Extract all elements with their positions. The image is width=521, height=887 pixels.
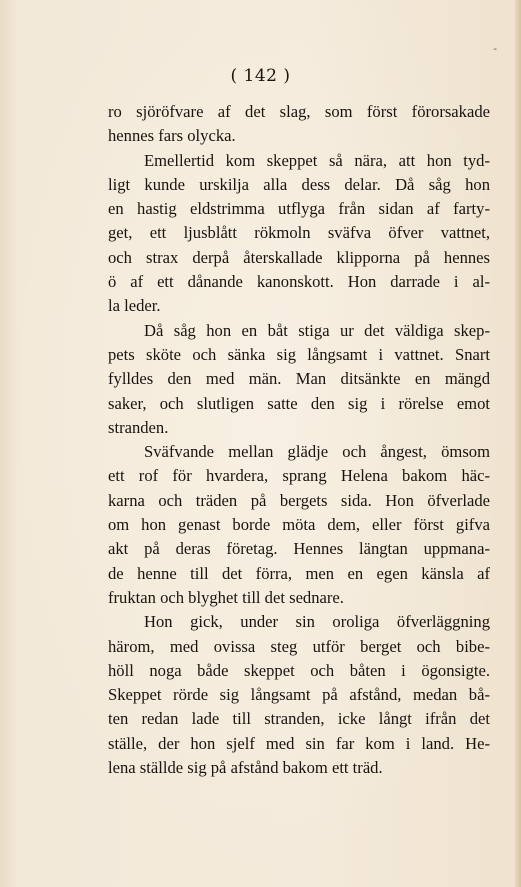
text-line: akt på deras företag. Hennes längtan uppmana- [108, 539, 490, 559]
body-text [108, 100, 490, 780]
text-line: fruktan och blyghet till det sednare. [108, 587, 344, 607]
text-line: saker, och slutligen satte den sig i rörelse emot [108, 393, 490, 413]
text-line: Hon gick, under sin oroliga öfverläggning [144, 612, 490, 632]
text-line: om hon genast borde möta dem, eller först gifva [108, 515, 490, 535]
text-line: Då såg hon en båt stiga ur det väldiga skep- [144, 320, 490, 340]
text-line: get, ett ljusblått rökmoln sväfva öfver vattnet, [108, 223, 490, 243]
text-line: ro sjöröfvare af det slag, som först förorsakade [108, 102, 490, 121]
text-line: Sväfvande mellan glädje och ångest, ömsom [144, 442, 490, 462]
text-line: pets sköte och sänka sig långsamt i vattnet. Snart [108, 344, 490, 364]
text-line: karna och träden på bergets sida. Hon öfverlade [108, 490, 490, 510]
text-line: Skeppet rörde sig långsamt på afstånd, medan bå- [108, 685, 490, 705]
text-line: hennes fars olycka. [108, 126, 236, 146]
text-line: ligt kunde urskilja alla dess delar. Då såg hon [108, 174, 490, 194]
text-line: höll noga både skeppet och båten i ögonsigte. [108, 660, 490, 680]
page-edge [515, 0, 521, 887]
text-line: fylldes den med män. Man ditsänkte en mängd [108, 369, 490, 389]
text-line: härom, med ovissa steg utför berget och bibe- [108, 636, 490, 656]
text-line: lena ställde sig på afstånd bakom ett träd. [108, 758, 383, 778]
text-line: en hastig eldstrimma utflyga från sidan af farty- [108, 199, 490, 219]
text-line: ett rof för hvardera, sprang Helena bakom häc- [108, 466, 490, 486]
text-line: de henne till det förra, men en egen känsla af [108, 563, 490, 583]
margin-mark: - [493, 42, 497, 55]
text-line: ställe, der hon sjelf med sin far kom i land. He- [108, 733, 490, 753]
text-line: och strax derpå återskallade klipporna på hennes [108, 247, 490, 267]
text-line: Emellertid kom skeppet så nära, att hon tyd- [144, 150, 490, 170]
text-line: ö af ett dånande kanonskott. Hon darrade i al- [108, 272, 490, 292]
text-line: ten redan lade till stranden, icke långt ifrån det [108, 709, 490, 729]
text-line: la leder. [108, 296, 161, 316]
page-number: ( 142 ) [230, 66, 291, 86]
text-line: stranden. [108, 417, 169, 437]
